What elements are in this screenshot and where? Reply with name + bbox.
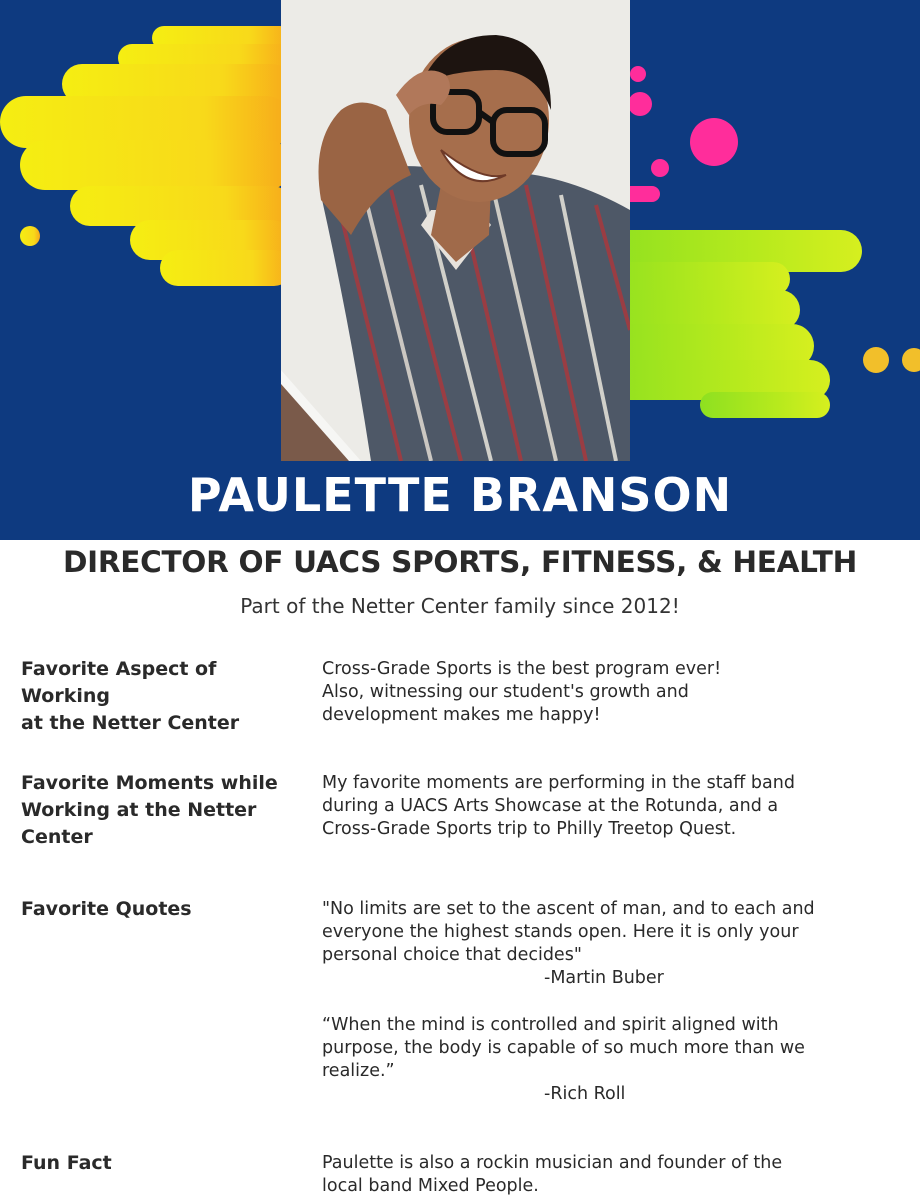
text-line: Paulette is also a rockin musician and founder of the bbox=[322, 1153, 783, 1173]
quote-author: -Martin Buber bbox=[544, 968, 664, 988]
profile-photo bbox=[281, 0, 630, 461]
gold-dot bbox=[863, 347, 889, 373]
section-text bbox=[322, 898, 892, 1106]
spacer bbox=[322, 990, 892, 1014]
portrait-illustration bbox=[281, 0, 630, 461]
label-line: Working at the Netter bbox=[21, 799, 257, 821]
section-label bbox=[21, 656, 301, 737]
person-name: PAULETTE BRANSON bbox=[187, 468, 733, 522]
gold-dot-2 bbox=[902, 348, 920, 372]
section-text bbox=[322, 772, 892, 841]
job-title: DIRECTOR OF UACS SPORTS, FITNESS, & HEALTH bbox=[63, 545, 857, 579]
quote-line: “When the mind is controlled and spirit aligned with bbox=[322, 1015, 779, 1035]
text-line: during a UACS Arts Showcase at the Rotunda, and a bbox=[322, 796, 779, 816]
quote-line: realize.” bbox=[322, 1061, 395, 1081]
text-line: development makes me happy! bbox=[322, 705, 601, 725]
section-label: Fun Fact bbox=[21, 1152, 112, 1174]
tagline: Part of the Netter Center family since 2012! bbox=[240, 594, 680, 618]
quote-line: everyone the highest stands open. Here it is only your bbox=[322, 922, 799, 942]
label-line: Center bbox=[21, 826, 93, 848]
lime-splash bbox=[600, 230, 862, 418]
section-label bbox=[21, 770, 301, 851]
quote-line: "No limits are set to the ascent of man, and to each and bbox=[322, 899, 815, 919]
quote-line: personal choice that decides" bbox=[322, 945, 582, 965]
label-line: at the Netter Center bbox=[21, 712, 240, 734]
yellow-splash bbox=[0, 26, 292, 286]
hero-banner bbox=[0, 0, 920, 540]
section-text bbox=[322, 1152, 892, 1198]
label-line: Favorite Aspect of Working bbox=[21, 658, 217, 707]
quote-line: purpose, the body is capable of so much more than we bbox=[322, 1038, 805, 1058]
label-line: Favorite Moments while bbox=[21, 772, 278, 794]
section-text bbox=[322, 658, 892, 727]
text-line: Cross-Grade Sports is the best program ever! bbox=[322, 659, 722, 679]
text-line: local band Mixed People. bbox=[322, 1176, 539, 1196]
text-line: My favorite moments are performing in the staff band bbox=[322, 773, 795, 793]
text-line: Cross-Grade Sports trip to Philly Treetop Quest. bbox=[322, 819, 737, 839]
text-line: Also, witnessing our student's growth and bbox=[322, 682, 689, 702]
quote-author: -Rich Roll bbox=[544, 1084, 626, 1104]
magenta-dots bbox=[620, 66, 738, 202]
section-label: Favorite Quotes bbox=[21, 898, 192, 920]
